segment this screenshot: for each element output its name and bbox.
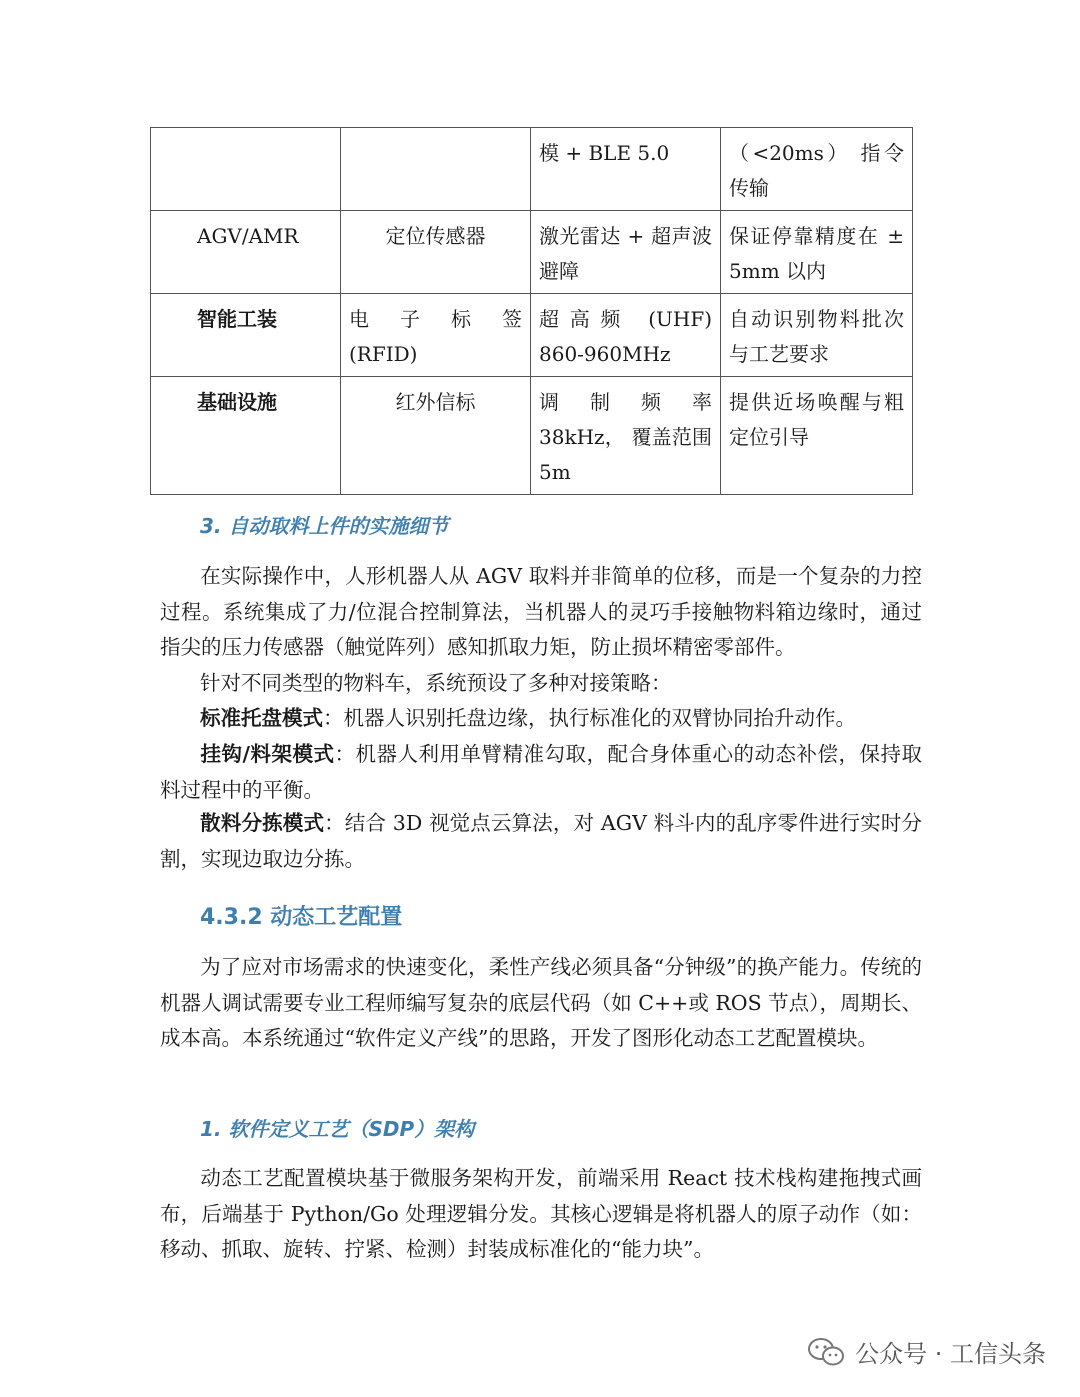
paragraph bbox=[160, 559, 922, 666]
strategy-label: 挂钩/料架模式 bbox=[200, 742, 335, 766]
table-cell: AGV/AMR bbox=[151, 211, 341, 294]
table-cell bbox=[341, 128, 531, 211]
wechat-icon bbox=[807, 1337, 845, 1367]
paragraph bbox=[160, 950, 922, 1057]
table-row bbox=[151, 128, 913, 211]
table-cell: 激光雷达 + 超声波避障 bbox=[531, 211, 721, 294]
paragraph bbox=[160, 737, 922, 808]
paragraph-text: 动态工艺配置模块基于微服务架构开发，前端采用 React 技术栈构建拖拽式画布，后端基于 Python/Go 处理逻辑分发。其核心逻辑是将机器人的原子动作（如：移动、抓取、旋转、拧紧、检测）封装成标准化的“能力块”。 bbox=[160, 1166, 922, 1261]
table-cell: 智能工装 bbox=[151, 294, 341, 377]
table-cell: 红外信标 bbox=[341, 377, 531, 495]
paragraph bbox=[160, 806, 922, 877]
sensor-table bbox=[150, 127, 913, 495]
paragraph-text: ：结合 3D 视觉点云算法，对 AGV 料斗内的乱序零件进行实时分割，实现边取边分拣。 bbox=[160, 811, 923, 871]
watermark-text: 公众号 · 工信头条 bbox=[855, 1340, 1046, 1368]
table-cell: 调 制 频 率 38kHz， 覆盖范围 5m bbox=[531, 377, 721, 495]
table-cell: 保证停靠精度在 ± 5mm 以内 bbox=[721, 211, 913, 294]
table-cell: 基础设施 bbox=[151, 377, 341, 495]
paragraph-text: ：机器人利用单臂精准勾取，配合身体重心的动态补偿，保持取料过程中的平衡。 bbox=[160, 742, 922, 802]
section-heading: 3. 自动取料上件的实施细节 bbox=[200, 514, 449, 538]
paragraph-text: ：机器人识别托盘边缘，执行标准化的双臂协同抬升动作。 bbox=[323, 706, 856, 730]
table-cell: 自动识别物料批次与工艺要求 bbox=[721, 294, 913, 377]
paragraph bbox=[160, 701, 922, 737]
table-cell: 电 子 标 签 (RFID) bbox=[341, 294, 531, 377]
paragraph bbox=[160, 1161, 922, 1268]
section-heading: 4.3.2 动态工艺配置 bbox=[200, 905, 403, 930]
table-row bbox=[151, 211, 913, 294]
watermark bbox=[807, 1334, 1046, 1369]
table-cell bbox=[151, 128, 341, 211]
table-cell: 提供近场唤醒与粗定位引导 bbox=[721, 377, 913, 495]
table-cell: 超高频 (UHF) 860-960MHz bbox=[531, 294, 721, 377]
table-cell: 模 + BLE 5.0 bbox=[531, 128, 721, 211]
paragraph-text: 为了应对市场需求的快速变化，柔性产线必须具备“分钟级”的换产能力。传统的机器人调试需要专业工程师编写复杂的底层代码（如 C++或 ROS 节点），周期长、成本高。本系统通过“软件定义产线”的思路，开发了图形化动态工艺配置模块。 bbox=[160, 955, 922, 1050]
table-cell: 定位传感器 bbox=[341, 211, 531, 294]
table-cell: （<20ms） 指令传输 bbox=[721, 128, 913, 211]
section-heading: 1. 软件定义工艺（SDP）架构 bbox=[200, 1117, 475, 1141]
strategy-label: 标准托盘模式 bbox=[200, 706, 323, 730]
strategy-label: 散料分拣模式 bbox=[200, 811, 325, 835]
paragraph-text: 针对不同类型的物料车，系统预设了多种对接策略： bbox=[200, 671, 672, 695]
table-row bbox=[151, 377, 913, 495]
paragraph bbox=[160, 666, 922, 702]
table-row bbox=[151, 294, 913, 377]
paragraph-text: 在实际操作中，人形机器人从 AGV 取料并非简单的位移，而是一个复杂的力控过程。系统集成了力/位混合控制算法，当机器人的灵巧手接触物料箱边缘时，通过指尖的压力传感器（触觉阵列）感知抓取力矩，防止损坏精密零部件。 bbox=[160, 564, 922, 659]
